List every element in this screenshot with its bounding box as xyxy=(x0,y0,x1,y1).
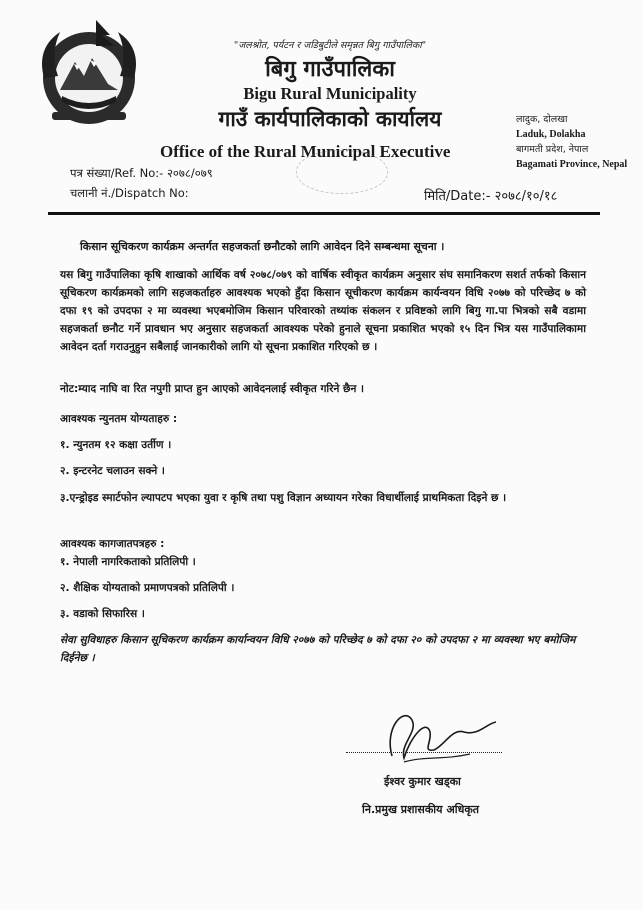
signature-line xyxy=(346,752,502,753)
document-item: २. शैक्षिक योग्यताको प्रमाणपत्रको प्रतिलिपी । xyxy=(60,582,235,594)
qualification-item: ३.एन्ड्रोइड स्मार्टफोन ल्यापटप भएका युवा र कृषि तथा पशु विज्ञान अध्यायन गरेका विधार्थीलाई प्राथमिकता दिइने छ । xyxy=(60,492,507,504)
letter-date xyxy=(424,186,557,204)
header-divider xyxy=(48,212,600,215)
main-paragraph: यस बिगु गाउँपालिका कृषि शाखाको आर्थिक वर्ष २०७८/०७९ को वार्षिक स्वीकृत कार्यक्रम अनुसार संघ समानिकरण सशर्त तर्फको किसान सूचिकरण कार्यक्रमको लागि सहजकर्ताहरु आवश्यक भएको हुँदा किसान सूचीकरण कार्यक्रम कार्यन्वयन विधि २०७७ को परिच्छेद ७ को दफा १९ को उपदफा २ मा व्यवस्था भएबमोजिम किसान परिवारको तथ्यांक संकलन र प्रविष्टको लागि बिगु गा.पा भित्रको सबै वडामा सहजकर्ता छनौट गर्ने प्रावधान भए अनुसार सहजकर्ता आवश्यक परेको हुनाले सूचना प्रकाशित भएको १५ दिन भित्र यस गाउँपालिकामा आवेदन दर्ता गराउनुहुन सबैलाई जानकारीको लागि यो सूचना प्रकाशित गरिएको छ । xyxy=(60,269,586,353)
municipality-name-en: Bigu Rural Municipality xyxy=(243,84,417,103)
document-item: ३. वडाको सिफारिस । xyxy=(60,608,145,620)
qualification-item: १. न्युनतम १२ कक्षा उर्तीण । xyxy=(60,439,172,451)
signer-title: नि.प्रमुख प्रशासकीय अधिकृत xyxy=(362,803,480,816)
office-stamp xyxy=(296,150,388,194)
qualifications-heading: आवश्यक न्युनतम योग्यताहरु : xyxy=(60,413,178,425)
office-name-en: Office of the Rural Municipal Executive xyxy=(160,142,451,161)
municipality-name-np: बिगु गाउँपालिका xyxy=(265,57,395,82)
ref-value: २०७८/०७९ xyxy=(166,166,213,180)
date-value: २०७८/१०/१८ xyxy=(494,189,558,204)
signer-name: ईश्वर कुमार खड्का xyxy=(384,775,461,788)
address-line-2: Laduk, Dolakha xyxy=(516,129,586,140)
letterhead xyxy=(150,38,510,133)
closing-paragraph: सेवा सुविधाहरु किसान सूचिकरण कार्यक्रम कार्यान्वयन विधि २०७७ को परिच्छेद ७ को दफा २० को उपदफा २ मा व्यवस्था भए बमोजिम दिईनेछ । xyxy=(60,634,576,664)
office-name-np: गाउँ कार्यपालिकाको कार्यालय xyxy=(218,107,442,131)
subject-line: किसान सूचिकरण कार्यक्रम अन्तर्गत सहजकर्ता छनौटको लागि आवेदन दिने सम्बन्धमा सूचना । xyxy=(80,240,445,253)
slogan: "जलश्रोत, पर्यटन र जडिबुटीले समृन्नत बिगु गाउँपालिका" xyxy=(233,40,427,51)
address-line-3: बागमती प्रदेश, नेपाल xyxy=(516,144,589,155)
document-item: १. नेपाली नागरिकताको प्रतिलिपी । xyxy=(60,556,196,568)
nepal-emblem-icon xyxy=(30,18,148,130)
address-line-4: Bagamati Province, Nepal xyxy=(516,159,628,170)
note-line: नोट:म्याद नाघि वा रित नपुगी प्राप्त हुन आएको आवेदनलाई स्वीकृत गरिने छैन । xyxy=(60,383,365,395)
dispatch-number xyxy=(70,186,189,201)
documents-heading: आवश्यक कागजातपत्रहरु : xyxy=(60,538,165,550)
handwritten-signature xyxy=(374,698,504,774)
address-block xyxy=(516,112,627,172)
reference-number xyxy=(70,166,213,181)
address-line-1: लादुक, दोलखा xyxy=(516,114,568,125)
qualification-item: २. इन्टरनेट चलाउन सक्ने । xyxy=(60,465,165,477)
ref-label: पत्र संख्या/Ref. No:- xyxy=(70,166,164,180)
dispatch-label: चलानी नं./Dispatch No: xyxy=(70,186,189,200)
date-label: मिति/Date:- xyxy=(424,189,491,204)
